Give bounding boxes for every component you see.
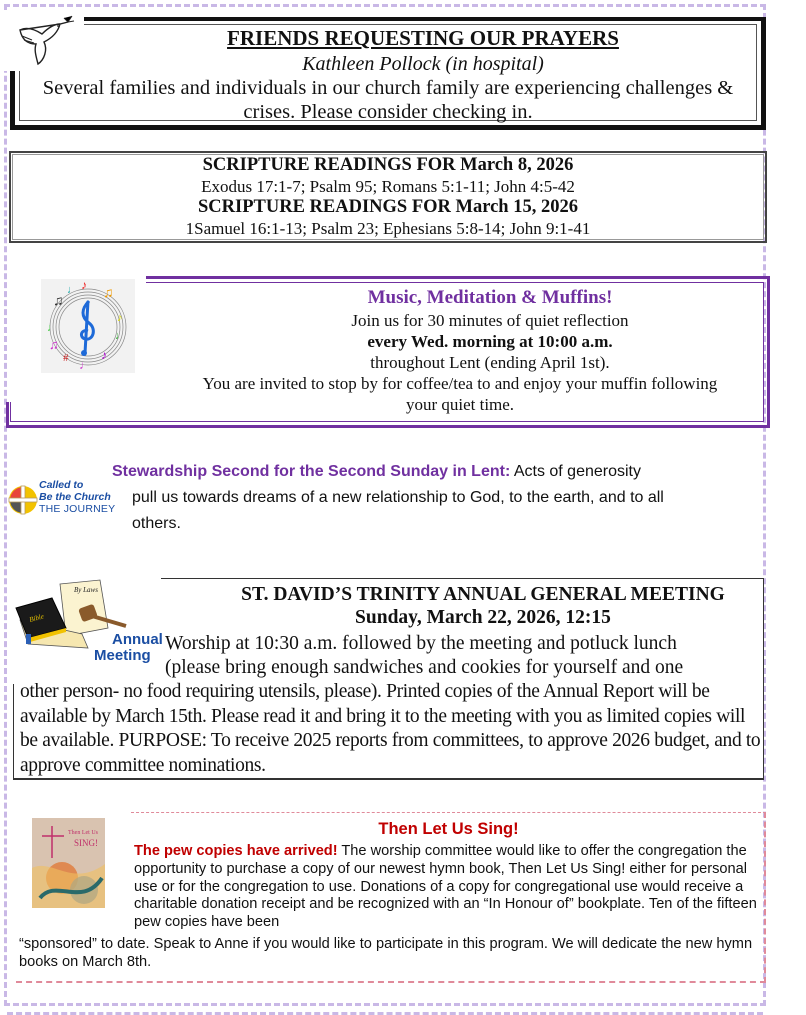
meeting-date: Sunday, March 22, 2026, 12:15 <box>355 607 611 628</box>
sing-body <box>134 843 774 932</box>
stewardship-colon: : <box>504 463 511 480</box>
meeting-body: other person- no food requiring utensils, please). Printed copies of the Annual Report will be available by March 15th. Please read it and bring it to the meeting with you as limited copies will be available. PURPOSE: To receive 2025 reports from committees, to approve 2026 budget, and to approve committee nominations. <box>20 681 761 776</box>
svg-text:♪: ♪ <box>117 312 123 324</box>
svg-text:♩: ♩ <box>115 330 126 342</box>
svg-text:♪: ♪ <box>81 278 87 292</box>
scripture-heading: SCRIPTURE READINGS FOR March 8, 2026 <box>202 155 574 175</box>
church-cross-icon <box>8 485 38 515</box>
scripture-readings-box <box>9 151 767 243</box>
svg-text:♩: ♩ <box>47 322 58 334</box>
svg-text:♪: ♪ <box>101 348 107 362</box>
meeting-line: (please bring enough sandwiches and cookies for yourself and one <box>165 657 684 678</box>
sing-lead: The pew copies have arrived! <box>134 843 338 859</box>
logo-line: Called to <box>39 479 84 491</box>
music-notes-icon <box>41 279 135 373</box>
stewardship-line: Acts of generosity <box>510 463 641 480</box>
music-text <box>154 286 766 415</box>
prayers-title: FRIENDS REQUESTING OUR PRAYERS <box>227 26 619 50</box>
hymn-book-cover-image <box>32 818 105 908</box>
scripture-heading: SCRIPTURE READINGS FOR March 15, 2026 <box>198 197 578 217</box>
annual-meeting-icon <box>8 578 163 664</box>
stewardship-line: pull us towards dreams of a new relationship to God, to the earth, and to all <box>132 489 664 506</box>
prayers-body-line: Several families and individuals in our church family are experiencing challenges & <box>42 77 734 99</box>
logo-line: Be the Church <box>39 491 111 503</box>
cover-title: SING! <box>74 838 98 848</box>
logo-line: THE JOURNEY <box>39 503 116 515</box>
prayers-name: Kathleen Pollock (in hospital) <box>302 53 544 75</box>
scripture-readings: 1Samuel 16:1-13; Psalm 23; Ephesians 5:8-14; John 9:1-41 <box>185 219 591 238</box>
prayers-body <box>10 76 766 124</box>
svg-text:♫: ♫ <box>53 294 64 309</box>
annual-label: Annual <box>112 631 163 648</box>
sing-title: Then Let Us Sing! <box>378 820 519 838</box>
prayers-section <box>10 17 766 130</box>
meeting-label: Meeting <box>94 647 151 664</box>
music-line: You are invited to stop by for coffee/tea to and enjoy your muffin following <box>202 374 718 393</box>
sing-body-continued: “sponsored” to date. Speak to Anne if you would like to participate in this program. We will dedicate the new hymn books on March 8th. <box>19 936 753 970</box>
called-to-be-the-church-logo <box>8 480 124 520</box>
meeting-title: ST. DAVID’S TRINITY ANNUAL GENERAL MEETING <box>241 584 725 605</box>
svg-text:♩: ♩ <box>67 284 78 296</box>
stewardship-text <box>112 459 762 537</box>
music-line: your quiet time. <box>405 395 515 414</box>
svg-text:♫: ♫ <box>103 286 114 301</box>
meeting-intro <box>165 632 683 680</box>
prayers-body-line: crises. Please consider checking in. <box>243 101 533 123</box>
music-time: every Wed. morning at 10:00 a.m. <box>367 332 613 351</box>
svg-text:♫: ♫ <box>49 337 59 352</box>
scripture-readings: Exodus 17:1-7; Psalm 95; Romans 5:1-11; John 4:5-42 <box>201 177 575 196</box>
svg-text:♩: ♩ <box>79 358 91 372</box>
stewardship-line: others. <box>132 515 181 532</box>
cover-title: Then Let Us <box>68 830 98 836</box>
music-title: Music, Meditation & Muffins! <box>367 287 613 308</box>
music-line: throughout Lent (ending April 1st). <box>370 353 610 372</box>
music-line: Join us for 30 minutes of quiet reflection <box>351 311 629 330</box>
bylaws-label: By Laws <box>74 586 98 594</box>
dove-icon <box>14 12 76 68</box>
svg-text:#: # <box>63 352 69 364</box>
sing-text: The worship committee would like to offer the congregation the opportunity to purchase a copy of our newest hymn book, Then Let Us Sing! either for personal use or for the congregation to use. Donations of a copy for congregational use would receive a charitable donation receipt and be recognized with an “In Honour of” bookplate. Ten of the fifteen pew copies have been <box>134 843 757 931</box>
stewardship-heading: Stewardship Second for the Second Sunday in Lent <box>112 463 505 480</box>
bible-label: Bible <box>28 612 45 624</box>
meeting-line: Worship at 10:30 a.m. followed by the meeting and potluck lunch <box>165 633 677 654</box>
